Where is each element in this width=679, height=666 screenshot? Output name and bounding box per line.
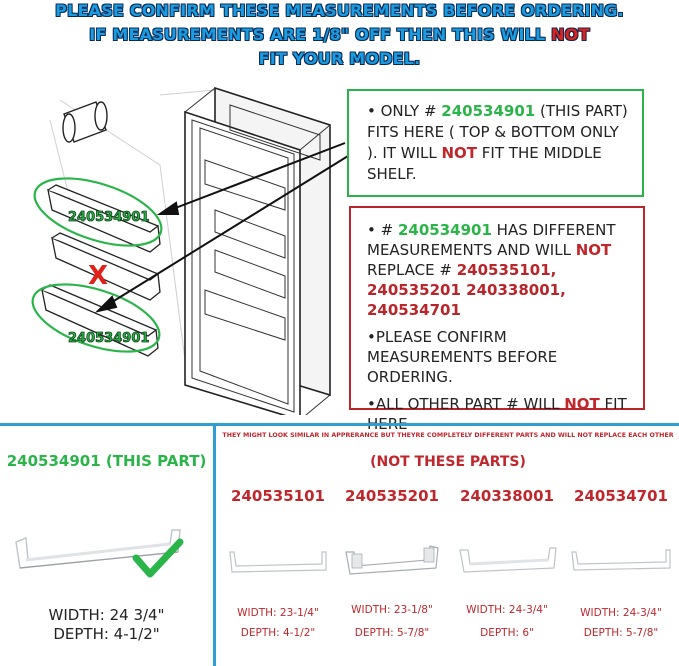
this-part-depth: DEPTH: 4-1/2" <box>53 625 160 643</box>
this-part-number: 240534901 <box>397 221 492 239</box>
other-part-number: 240534701 <box>574 487 668 505</box>
other-part-depth: DEPTH: 5-7/8" <box>354 627 430 639</box>
bottom-bin-part-label: 240534901 <box>68 331 150 346</box>
other-part-width: WIDTH: 24-3/4" <box>580 607 662 619</box>
warning-callout <box>349 206 645 433</box>
warning-other-parts: •ALL OTHER PART # WILL NOT FIT HERE <box>367 395 627 433</box>
other-part-number: 240338001 <box>460 487 554 505</box>
other-part-width: WIDTH: 23-1/8" <box>351 604 433 616</box>
warning-confirm-measurements: •PLEASE CONFIRM MEASUREMENTS BEFORE ORDERING. <box>367 328 558 386</box>
not-these-parts-heading: (NOT THESE PARTS) <box>370 454 526 470</box>
other-part-shelf-image <box>570 540 674 580</box>
other-part-depth: DEPTH: 6" <box>480 627 534 639</box>
other-part-shelf-image <box>226 540 330 580</box>
not-emphasis: NOT <box>564 395 600 413</box>
not-emphasis: NOT <box>575 241 612 259</box>
other-part-number: 240535201 <box>345 487 439 505</box>
header-line-2: IF MEASUREMENTS ARE 1/8" OFF THEN THIS WILL NOT <box>89 25 590 44</box>
header-line-1: PLEASE CONFIRM THESE MEASUREMENTS BEFORE ORDERING. <box>55 1 624 20</box>
other-part-shelf-image <box>340 534 444 580</box>
other-part-width: WIDTH: 24-3/4" <box>466 604 548 616</box>
header-line-3: FIT YOUR MODEL. <box>258 49 421 68</box>
other-part-numbers: 240535101, 240535201 240338001, 240534701 <box>367 261 566 319</box>
this-part-title: 240534901 (THIS PART) <box>6 452 207 470</box>
similar-appearance-notice: THEY MIGHT LOOK SIMILAR IN APPRERANCE BUT THEYRE COMPLETELY DIFFERENT PARTS AND WILL NOT REPLACE EACH OTHER <box>222 432 674 439</box>
section-divider-vertical <box>213 425 216 666</box>
canister-illustration <box>63 102 107 142</box>
warning-different-measurements: • # 240534901 HAS DIFFERENT MEASUREMENTS AND WILL NOT REPLACE # 240535101, 240535201 240338001, 240534701 <box>367 221 616 319</box>
other-part-number: 240535101 <box>231 487 325 505</box>
fits-here-text: • ONLY # 240534901 (THIS PART) FITS HERE ( TOP & BOTTOM ONLY ). IT WILL NOT FIT THE MIDDLE SHELF. <box>367 102 628 183</box>
this-part-number: 240534901 <box>441 102 536 120</box>
not-emphasis: NOT <box>441 144 478 162</box>
this-part-width: WIDTH: 24 3/4" <box>48 606 165 624</box>
this-part-shelf-image <box>8 490 208 590</box>
door-frame <box>185 88 330 415</box>
fits-here-callout <box>347 89 644 197</box>
other-part-shelf-image <box>456 536 560 580</box>
other-part-depth: DEPTH: 4-1/2" <box>240 627 316 639</box>
other-part-width: WIDTH: 23-1/4" <box>237 607 319 619</box>
section-divider-horizontal <box>0 423 679 426</box>
other-part-depth: DEPTH: 5-7/8" <box>583 627 659 639</box>
red-x-mark: X <box>88 261 109 291</box>
top-bin-part-label: 240534901 <box>68 210 150 225</box>
header-not-emphasis: NOT <box>551 25 590 44</box>
